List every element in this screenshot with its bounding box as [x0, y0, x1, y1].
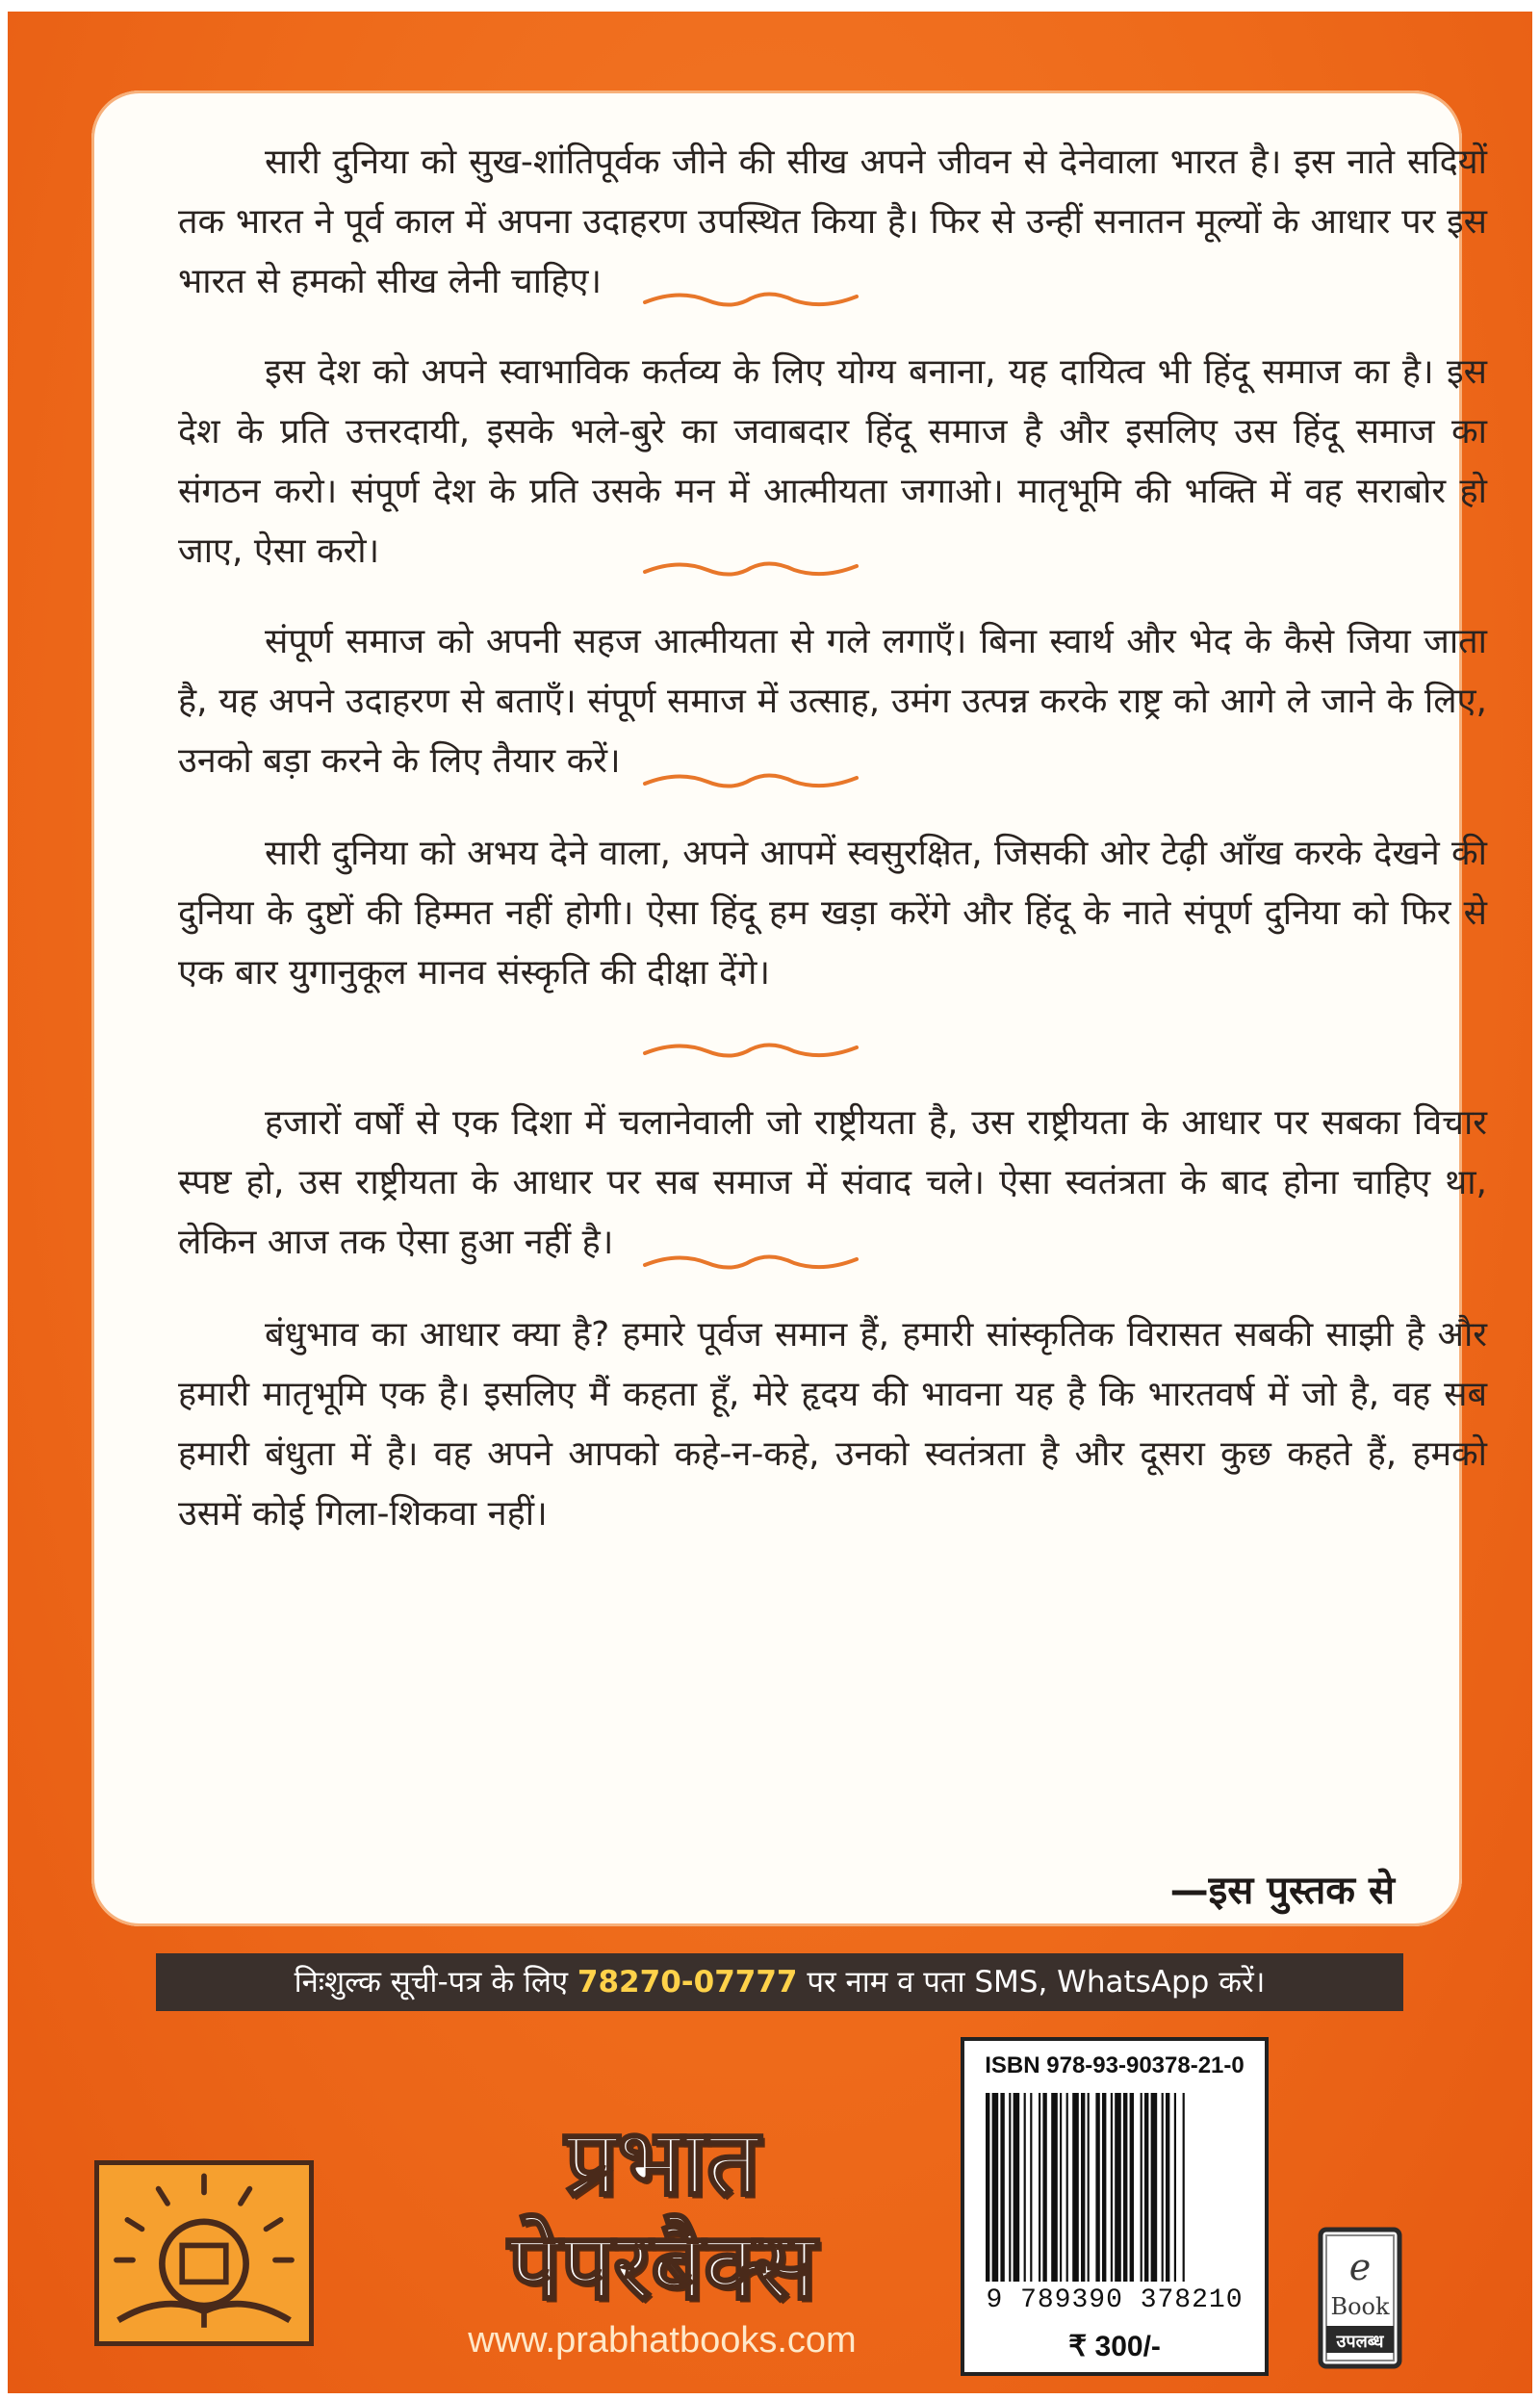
blurb-source: —इस पुस्तक से	[1169, 1869, 1395, 1913]
blurb-paragraph-2: इस देश को अपने स्वाभाविक कर्तव्य के लिए योग्य बनाना, यह दायित्व भी हिंदू समाज का है। इस देश के प्रति उत्तरदायी, इसके भले-बुरे का जवाबदार हिंदू समाज है और इसलिए उस हिंदू समाज का संगठन करो। संपूर्ण देश के प्रति उसके मन में आत्मीयता जगाओ। मातृभूमि की भक्ति में वह सराबोर हो जाए, ऐसा करो।	[178, 352, 1487, 571]
info-bar-phone-number: 78270-07777	[577, 1965, 798, 2000]
ebook-badge-word: Book	[1330, 2293, 1390, 2320]
book-price: ₹ 300/-	[1068, 2331, 1161, 2362]
publisher-name-line-1: प्रभात	[565, 2108, 759, 2216]
blurb-paragraph-5: हजारों वर्षों से एक दिशा में चलानेवाली जो राष्ट्रीयता है, उस राष्ट्रीयता के आधार पर सबका विचार स्पष्ट हो, उस राष्ट्रीयता के आधार पर सब समाज में संवाद चले। ऐसा स्वतंत्रता के बाद होना चाहिए था, लेकिन आज तक ऐसा हुआ नहीं है।	[178, 1103, 1487, 1262]
publisher-book-logo-icon	[94, 2160, 314, 2346]
ebook-badge-letter: e	[1348, 2246, 1372, 2288]
info-bar-text-after: पर नाम व पता SMS, WhatsApp करें।	[797, 1965, 1266, 2000]
blurb-paragraph-6: बंधुभाव का आधार क्या है? हमारे पूर्वज समान हैं, हमारी सांस्कृतिक विरासत सबकी साझी है और हमारी मातृभूमि एक है। इसलिए मैं कहता हूँ, मेरे हृदय की भावना यह है कि भारतवर्ष में जो है, वह सब हमारी बंधुता में है। वह अपने आपको कहे-न-कहे, उनको स्वतंत्रता है और दूसरा कुछ कहते हैं, हमको उसमें कोई गिला-शिकवा नहीं।	[178, 1315, 1487, 1534]
blurb-panel	[91, 90, 1487, 1926]
publisher-website: www.prabhatbooks.com	[468, 2320, 857, 2361]
isbn-number: ISBN 978-93-90378-21-0	[985, 2052, 1245, 2078]
ornament-divider-1	[640, 283, 861, 316]
ornament-divider-3	[640, 764, 861, 797]
ornament-divider-2	[640, 553, 861, 585]
publisher-name-line-2: पेपरबैक्स	[508, 2212, 816, 2320]
ebook-badge-sub: उपलब्ध	[1336, 2332, 1384, 2352]
isbn-barcode-box	[961, 2037, 1269, 2376]
blurb-paragraph-3: संपूर्ण समाज को अपनी सहज आत्मीयता से गले लगाएँ। बिना स्वार्थ और भेद के कैसे जिया जाता है, यह अपने उदाहरण से बताएँ। संपूर्ण समाज में उत्साह, उमंग उत्पन्न करके राष्ट्र को आगे ले जाने के लिए, उनको बड़ा करने के लिए तैयार करें।	[178, 622, 1487, 781]
catalogue-info-bar	[156, 1953, 1403, 2011]
publisher-name	[354, 2110, 970, 2318]
blurb-paragraph-4: सारी दुनिया को अभय देने वाला, अपने आपमें स्वसुरक्षित, जिसकी ओर टेढ़ी आँख करके देखने की दुनिया के दुष्टों की हिम्मत नहीं होगी। ऐसा हिंदू हम खड़ा करेंगे और हिंदू के नाते संपूर्ण दुनिया को फिर से एक बार युगानुकूल मानव संस्कृति की दीक्षा देंगे।	[178, 834, 1487, 993]
blurb-paragraph-1: सारी दुनिया को सुख-शांतिपूर्वक जीने की सीख अपने जीवन से देनेवाला भारत है। इस नाते सदियों तक भारत ने पूर्व काल में अपना उदाहरण उपस्थित किया है। फिर से उन्हीं सनातन मूल्यों के आधार पर इस भारत से हमको सीख लेनी चाहिए।	[178, 142, 1487, 301]
ornament-divider-5	[640, 1246, 861, 1278]
info-bar-text-before: निःशुल्क सूची-पत्र के लिए	[294, 1965, 578, 2000]
book-back-cover	[8, 12, 1532, 2393]
ornament-divider-4	[640, 1034, 861, 1067]
barcode-icon	[984, 2093, 1245, 2282]
barcode-digits: 9 789390 378210	[986, 2285, 1244, 2315]
ebook-available-badge-icon	[1317, 2226, 1403, 2370]
